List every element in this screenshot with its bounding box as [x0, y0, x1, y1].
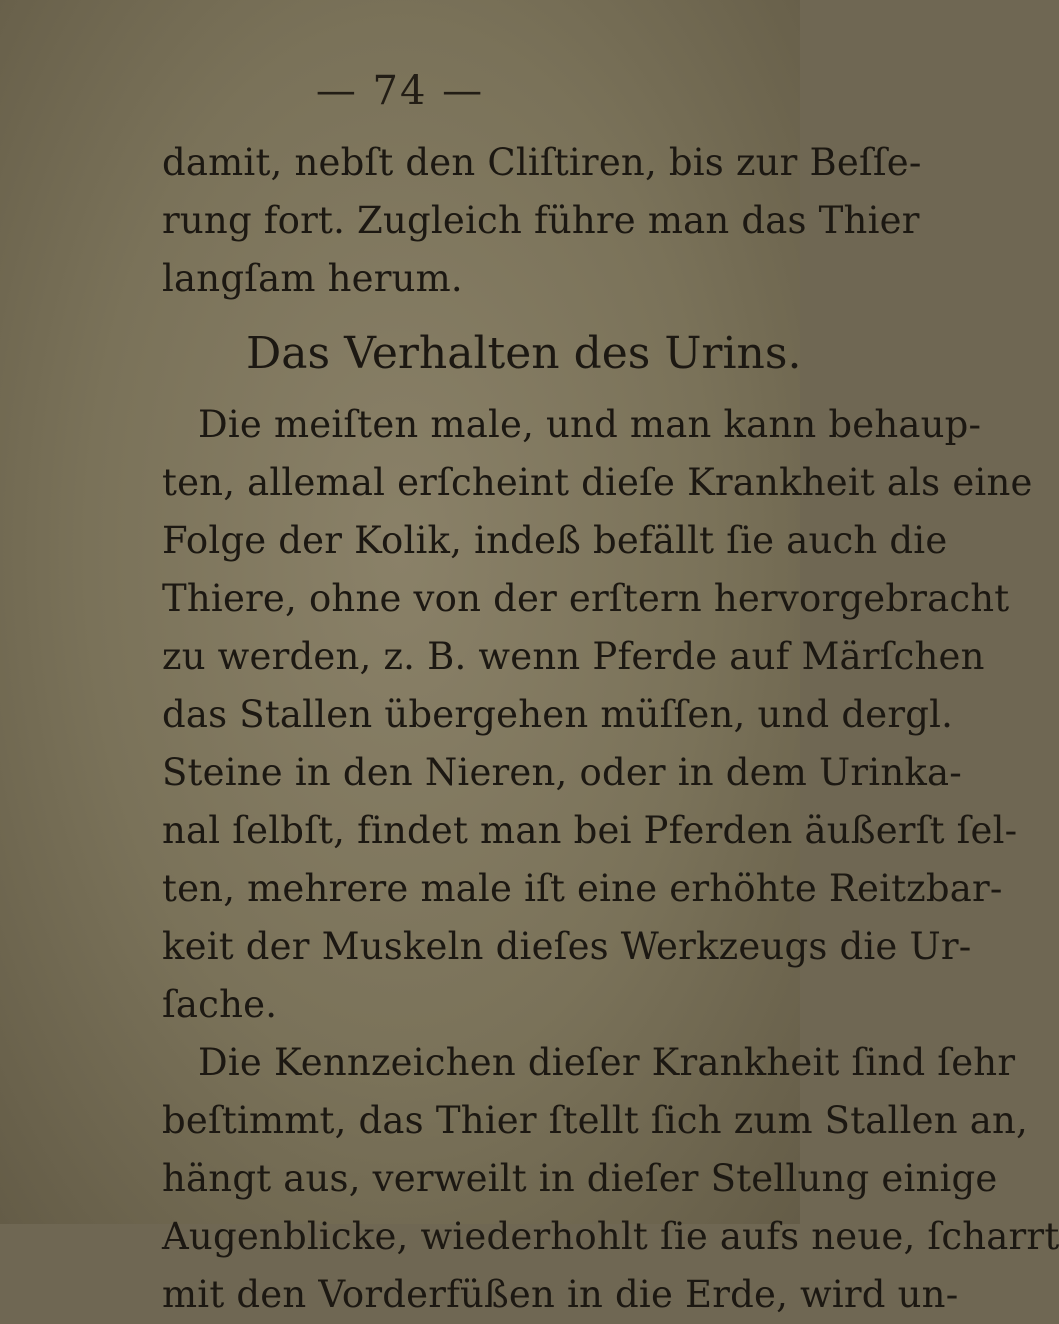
text-line: hängt aus, verweilt in dieſer Stellung einige: [162, 1157, 998, 1200]
text-line: damit, nebſt den Cliſtiren, bis zur Beſſe-: [162, 141, 922, 184]
text-line: ten, allemal erſcheint dieſe Krankheit als eine: [162, 461, 1033, 504]
body-text: [162, 134, 1059, 1324]
text-line: langſam herum.: [162, 257, 463, 300]
page-number: — 74 —: [315, 68, 485, 114]
text-line: Augenblicke, wiederhohlt ſie aufs neue, ſcharrt: [162, 1215, 1059, 1258]
text-line: das Stallen übergehen müſſen, und dergl.: [162, 693, 954, 736]
text-line: rung fort. Zugleich führe man das Thier: [162, 199, 920, 242]
text-line: Die Kennzeichen dieſer Krankheit ſind ſehr: [198, 1041, 1016, 1084]
text-line: mit den Vorderfüßen in die Erde, wird un-: [162, 1273, 959, 1316]
text-line: nal ſelbſt, findet man bei Pferden äußerſt ſel-: [162, 809, 1018, 852]
text-line: Thiere, ohne von der erſtern hervorgebracht: [162, 577, 1010, 620]
text-line: Folge der Kolik, indeß befällt ſie auch die: [162, 519, 948, 562]
text-line: beſtimmt, das Thier ſtellt ſich zum Stallen an,: [162, 1099, 1028, 1142]
text-line: zu werden, z. B. wenn Pferde auf Märſchen: [162, 635, 985, 678]
text-line: Steine in den Nieren, oder in dem Urinka-: [162, 751, 962, 794]
text-line: ſache.: [162, 983, 278, 1026]
text-line: keit der Muskeln dieſes Werkzeugs die Ur-: [162, 925, 972, 968]
text-line: ten, mehrere male iſt eine erhöhte Reitzbar-: [162, 867, 1003, 910]
text-line: Die meiſten male, und man kann behaup-: [198, 403, 982, 446]
section-heading: Das Verhalten des Urins.: [246, 328, 802, 379]
